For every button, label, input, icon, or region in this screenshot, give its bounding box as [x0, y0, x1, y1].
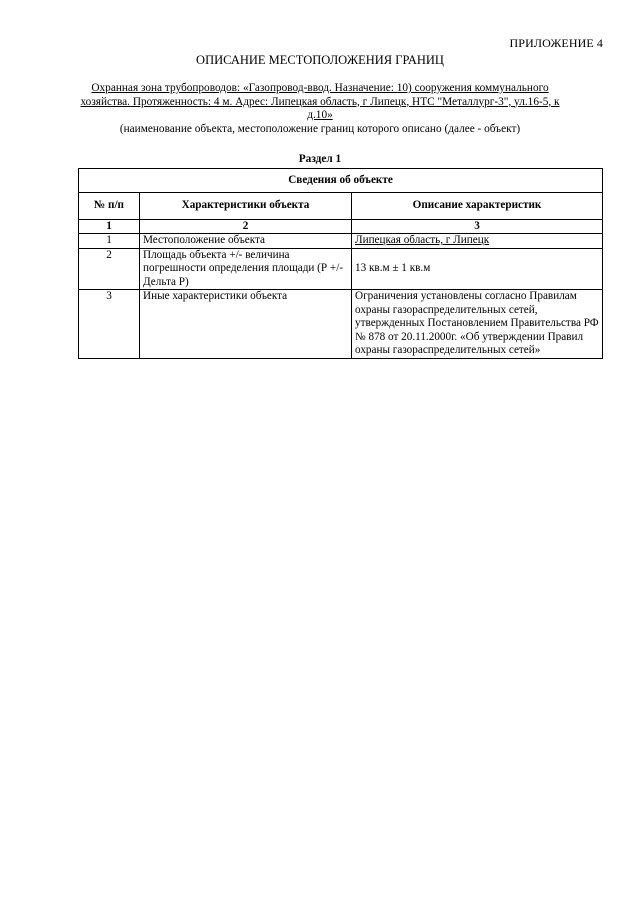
object-name-caption: (наименование объекта, местоположение границ которого описано (далее - объект) [119, 123, 521, 135]
object-name: Охранная зона трубопроводов: «Газопровод-ввод. Назначение: 10) сооружения коммунального хозяйства. Протяженность: 4 м. Адрес: Липецкая область, г Липецк, НТС "Металлург-3", ул.16-5, к д.10» [80, 82, 560, 121]
header-characteristic: Характеристики объекта [140, 193, 352, 220]
column-number-row [79, 220, 603, 234]
object-info-table [78, 168, 603, 359]
table-row [79, 290, 603, 359]
header-number: № п/п [79, 193, 140, 220]
row-number: 2 [79, 248, 140, 290]
column-number: 2 [140, 220, 352, 234]
table-row [79, 234, 603, 249]
column-number: 1 [79, 220, 140, 234]
table-header-row [79, 193, 603, 220]
row-description: Ограничения установлены согласно Правилам охраны газораспределительных сетей, утвержденных Постановлением Правительства РФ № 878 от 20.11.2000г. «Об утверждении Правил охраны газораспределительных сетей» [352, 290, 603, 359]
section-title: Раздел 1 [298, 153, 342, 165]
appendix-label: ПРИЛОЖЕНИЕ 4 [509, 36, 603, 50]
document-title: ОПИСАНИЕ МЕСТОПОЛОЖЕНИЯ ГРАНИЦ [196, 53, 444, 67]
row-characteristic: Местоположение объекта [140, 234, 352, 249]
table-caption-row [79, 169, 603, 193]
row-number: 3 [79, 290, 140, 359]
header-description: Описание характеристик [352, 193, 603, 220]
row-description: Липецкая область, г Липецк [352, 234, 603, 249]
column-number: 3 [352, 220, 603, 234]
row-characteristic: Иные характеристики объекта [140, 290, 352, 359]
row-characteristic: Площадь объекта +/- величина погрешности определения площади (Р +/- Дельта Р) [140, 248, 352, 290]
row-description: 13 кв.м ± 1 кв.м [352, 248, 603, 290]
table-row [79, 248, 603, 290]
table-caption: Сведения об объекте [79, 169, 603, 193]
row-number: 1 [79, 234, 140, 249]
